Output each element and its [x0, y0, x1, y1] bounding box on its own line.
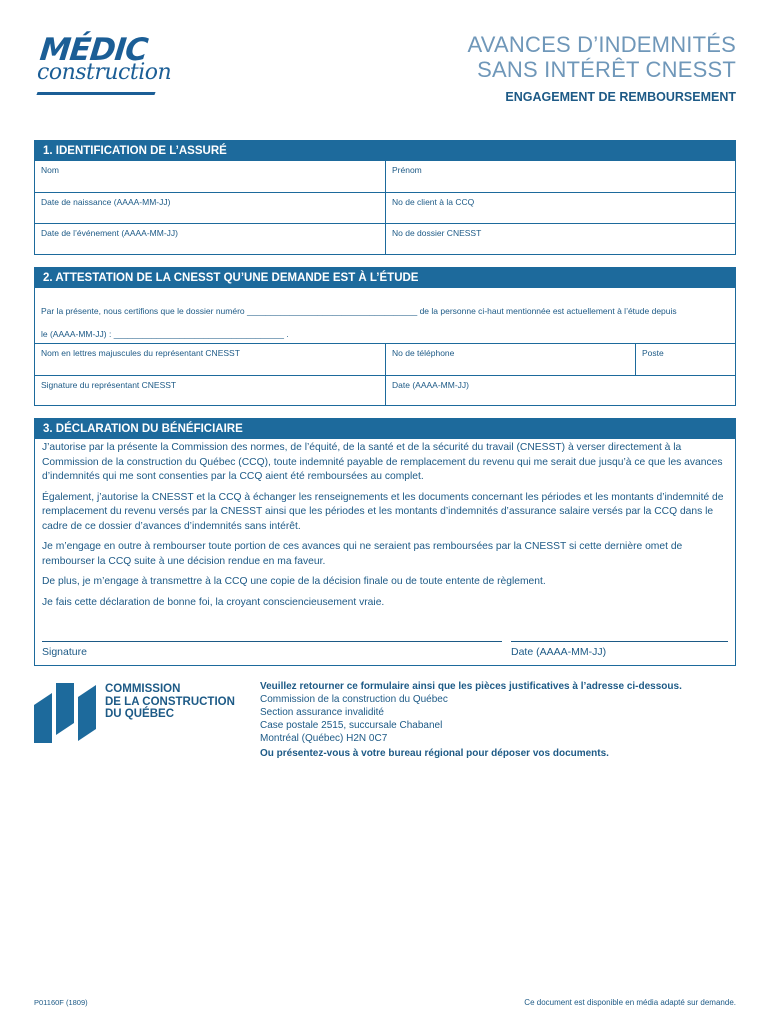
logo-underline: [36, 92, 155, 95]
section-1-title: 1. IDENTIFICATION DE L’ASSURÉ: [35, 141, 735, 161]
declaration-text: [42, 441, 730, 616]
telephone-field[interactable]: [386, 344, 636, 375]
ccq-logo-icon: [34, 683, 98, 743]
nom-representant-field[interactable]: [35, 344, 385, 375]
medic-logo-wordmark: MÉDIC: [38, 32, 149, 68]
attestation-line-1: [41, 306, 677, 316]
return-address: [260, 680, 682, 760]
section-identification: [34, 140, 736, 255]
prenom-label: Prénom: [392, 165, 422, 175]
nom-field[interactable]: [35, 161, 385, 192]
address-line: Montréal (Québec) H2N 0C7: [260, 733, 388, 744]
no-client-field[interactable]: [386, 193, 736, 223]
attestation-text-a: Par la présente, nous certifions que le dossier numéro: [41, 306, 245, 316]
date-line[interactable]: [511, 641, 728, 642]
date-naissance-label: Date de naissance (AAAA-MM-JJ): [41, 197, 171, 207]
section-attestation: [34, 267, 736, 406]
ccq-name: [105, 683, 235, 721]
signature-representant-field[interactable]: [35, 376, 385, 406]
poste-label: Poste: [642, 348, 664, 358]
declaration-paragraph: Je fais cette déclaration de bonne foi, la croyant consciencieusement vraie.: [42, 596, 385, 608]
declaration-paragraph: Je m’engage en outre à rembourser toute portion de ces avances qui ne seraient pas remboursées par la CNESST si cette dernière omet de rembourser la CCQ suite à une décision rendue en ma faveur.: [42, 541, 683, 567]
section-3-title: 3. DÉCLARATION DU BÉNÉFICIAIRE: [35, 419, 735, 439]
signature-line[interactable]: [42, 641, 502, 642]
declaration-paragraph: Également, j’autorise la CNESST et la CCQ à échanger les renseignements et les documents concernant les périodes et les montants d’indemnité de remplacement du revenu versés par la CNESST ainsi que les périodes et les montants d’indemnités d’assurance salaire versés par la CCQ dans le cadre de ce dossier d’avances d’indemnités sans intérêt.: [42, 491, 724, 532]
form-row: [35, 192, 735, 223]
nom-label: Nom: [41, 165, 59, 175]
declaration-paragraph: J’autorise par la présente la Commission des normes, de l’équité, de la santé et de la sécurité du travail (CNESST) à verser directement à la Commission de la construction du Québec (CCQ), toute indemnité payable de remplacement du revenu qui me serait due jusqu’à ce que les avances d’indemnités qui me sont consenties par la CCQ aient été remboursées au complet.: [42, 442, 723, 482]
no-dossier-field[interactable]: [386, 224, 736, 254]
date-naissance-field[interactable]: [35, 193, 385, 223]
dossier-number-blank[interactable]: ____________________________________: [247, 306, 418, 316]
return-note: Veuillez retourner ce formulaire ainsi que les pièces justificatives à l’adresse ci-dessous.: [260, 681, 682, 692]
attestation-date-label: le (AAAA-MM-JJ) :: [41, 329, 112, 339]
accessibility-note: Ce document est disponible en média adapté sur demande.: [524, 998, 736, 1007]
telephone-label: No de téléphone: [392, 348, 455, 358]
prenom-field[interactable]: [386, 161, 736, 192]
no-dossier-label: No de dossier CNESST: [392, 228, 482, 238]
attestation-date-blank[interactable]: ____________________________________ .: [113, 329, 289, 339]
address-line: Case postale 2515, succursale Chabanel: [260, 720, 443, 731]
declaration-paragraph: De plus, je m’engage à transmettre à la CCQ une copie de la décision finale ou de toute entente de règlement.: [42, 576, 546, 587]
section-2-title: 2. ATTESTATION DE LA CNESST QU’UNE DEMANDE EST À L’ÉTUDE: [35, 268, 735, 288]
form-code: P01160F (1809): [34, 998, 88, 1007]
date-representant-label: Date (AAAA-MM-JJ): [392, 380, 469, 390]
attestation-line-2: [41, 329, 289, 339]
date-label: Date (AAAA-MM-JJ): [511, 646, 607, 658]
form-row: [35, 223, 735, 254]
no-client-label: No de client à la CCQ: [392, 197, 475, 207]
ccq-name-line: COMMISSION: [105, 683, 181, 695]
ccq-name-line: DE LA CONSTRUCTION: [105, 695, 235, 708]
address-line: Commission de la construction du Québec: [260, 694, 448, 705]
form-row: [35, 376, 735, 406]
attestation-text-b: de la personne ci-haut mentionnée est actuellement à l’étude depuis: [419, 306, 677, 316]
medic-logo-subtitle: construction: [37, 60, 172, 85]
date-representant-field[interactable]: [386, 376, 736, 406]
form-row: [35, 344, 735, 375]
section-declaration: [34, 418, 736, 666]
form-row: [35, 161, 735, 192]
signature-representant-label: Signature du représentant CNESST: [41, 380, 177, 390]
office-note: Ou présentez-vous à votre bureau régional pour déposer vos documents.: [260, 748, 609, 759]
date-evenement-field[interactable]: [35, 224, 385, 254]
form-title-line1: AVANCES D’INDEMNITÉS: [467, 32, 736, 57]
poste-field[interactable]: [636, 344, 735, 375]
ccq-name-line: DU QUÉBEC: [105, 708, 175, 720]
date-evenement-label: Date de l’événement (AAAA-MM-JJ): [41, 228, 178, 238]
form-title-line2: SANS INTÉRÊT CNESST: [477, 57, 736, 82]
address-line: Section assurance invalidité: [260, 707, 384, 718]
signature-label: Signature: [42, 646, 87, 658]
form-subtitle: ENGAGEMENT DE REMBOURSEMENT: [505, 90, 736, 104]
nom-representant-label: Nom en lettres majuscules du représentant CNESST: [41, 348, 240, 358]
